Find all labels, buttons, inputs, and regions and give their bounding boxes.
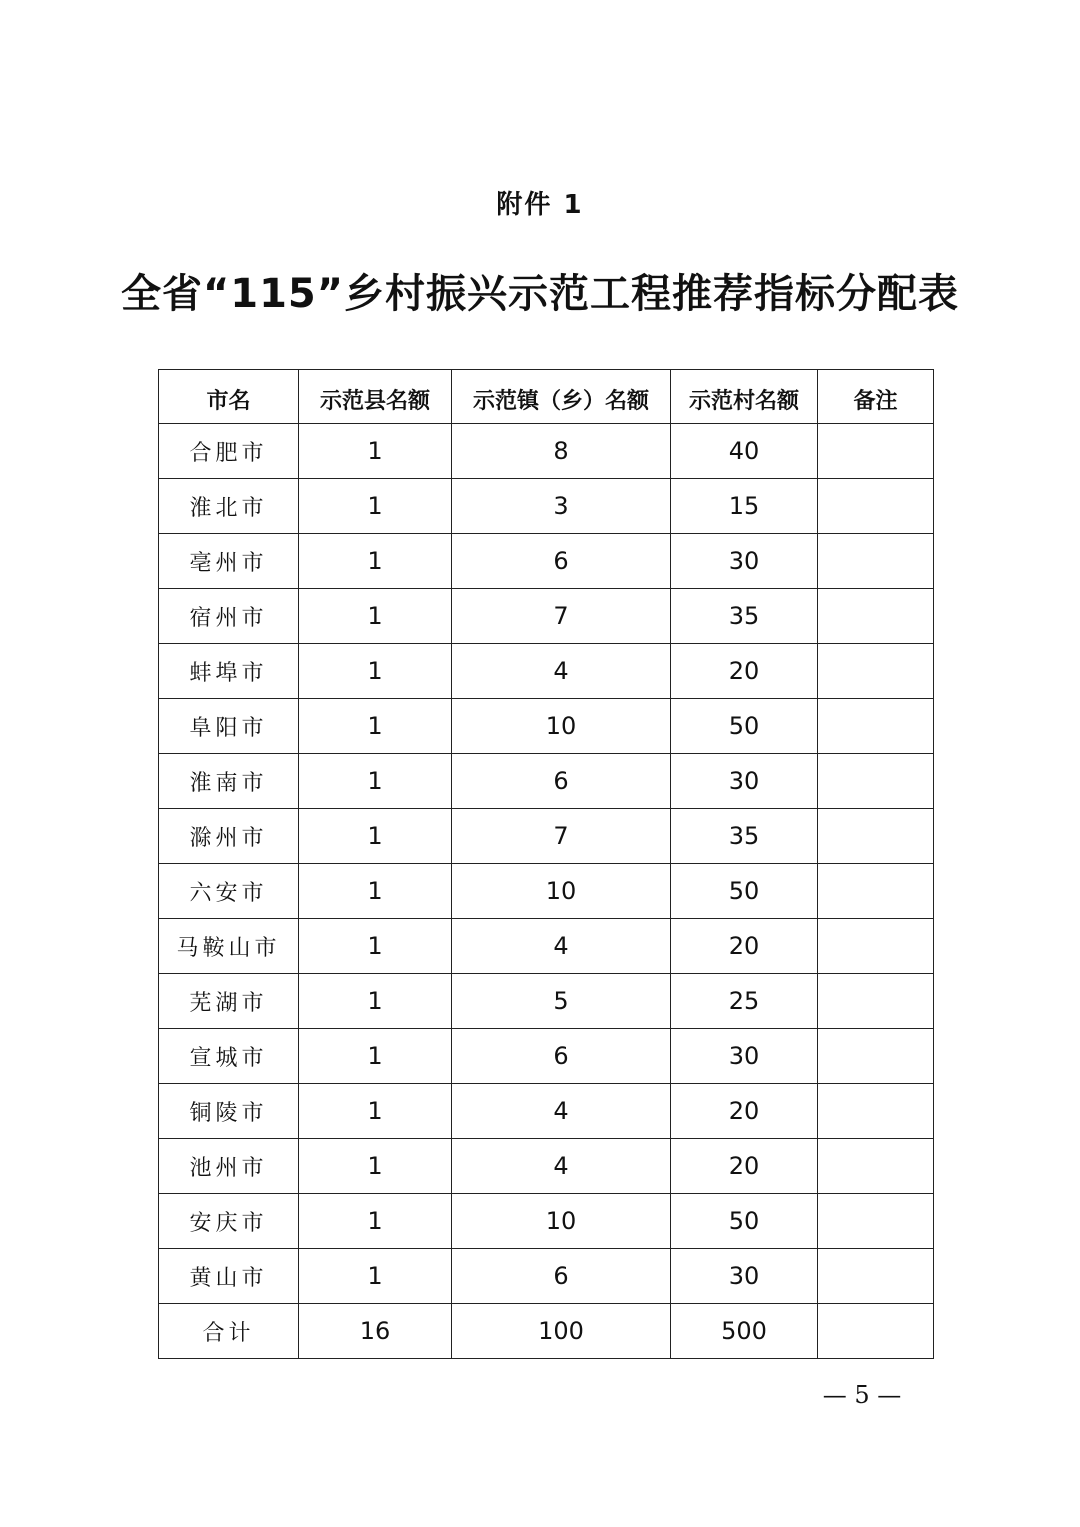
- city-cell: 六安市: [159, 864, 299, 919]
- village-quota-cell: 30: [671, 1029, 818, 1084]
- town-quota-cell: 10: [452, 1194, 671, 1249]
- note-cell: [818, 1194, 934, 1249]
- town-quota-cell: 6: [452, 1249, 671, 1304]
- county-quota-cell: 1: [299, 589, 452, 644]
- table-total-row: [159, 1304, 934, 1359]
- table-row: [159, 864, 934, 919]
- village-quota-cell: 20: [671, 919, 818, 974]
- county-quota-cell: 1: [299, 644, 452, 699]
- village-quota-cell: 35: [671, 589, 818, 644]
- note-cell: [818, 589, 934, 644]
- table-row: [159, 479, 934, 534]
- town-quota-cell: 5: [452, 974, 671, 1029]
- city-cell: 淮南市: [159, 754, 299, 809]
- note-cell: [818, 699, 934, 754]
- county-quota-cell: 1: [299, 424, 452, 479]
- note-cell: [818, 1139, 934, 1194]
- table-row: [159, 754, 934, 809]
- attachment-label: 附件 1: [496, 190, 584, 220]
- city-cell: 蚌埠市: [159, 644, 299, 699]
- table-row: [159, 809, 934, 864]
- county-quota-cell: 1: [299, 1139, 452, 1194]
- table-row: [159, 424, 934, 479]
- table-row: [159, 919, 934, 974]
- table-row: [159, 1249, 934, 1304]
- city-cell: 铜陵市: [159, 1084, 299, 1139]
- town-quota-cell: 4: [452, 644, 671, 699]
- county-quota-cell: 1: [299, 754, 452, 809]
- village-quota-cell: 35: [671, 809, 818, 864]
- village-quota-cell: 20: [671, 1139, 818, 1194]
- column-header-city: 市名: [159, 370, 299, 424]
- town-quota-cell: 6: [452, 534, 671, 589]
- note-cell: [818, 919, 934, 974]
- note-cell: [818, 1249, 934, 1304]
- town-quota-cell: 8: [452, 424, 671, 479]
- city-cell: 合肥市: [159, 424, 299, 479]
- town-quota-cell: 6: [452, 754, 671, 809]
- town-quota-cell: 3: [452, 479, 671, 534]
- city-cell: 宿州市: [159, 589, 299, 644]
- table-row: [159, 974, 934, 1029]
- town-quota-cell: 10: [452, 864, 671, 919]
- column-header-county-quota: 示范县名额: [299, 370, 452, 424]
- town-quota-cell: 10: [452, 699, 671, 754]
- city-cell: 安庆市: [159, 1194, 299, 1249]
- city-cell: 阜阳市: [159, 699, 299, 754]
- table-row: [159, 1029, 934, 1084]
- table-header-row: [159, 370, 934, 424]
- column-header-village-quota: 示范村名额: [671, 370, 818, 424]
- county-quota-cell: 1: [299, 974, 452, 1029]
- county-quota-cell: 1: [299, 479, 452, 534]
- county-quota-cell: 1: [299, 1194, 452, 1249]
- county-quota-cell: 1: [299, 919, 452, 974]
- note-cell: [818, 644, 934, 699]
- city-cell: 黄山市: [159, 1249, 299, 1304]
- town-quota-cell: 4: [452, 1139, 671, 1194]
- column-header-town-quota: 示范镇（乡）名额: [452, 370, 671, 424]
- city-cell: 马鞍山市: [159, 919, 299, 974]
- table-row: [159, 534, 934, 589]
- note-cell: [818, 809, 934, 864]
- total-town-quota-cell: 100: [452, 1304, 671, 1359]
- county-quota-cell: 1: [299, 534, 452, 589]
- table-row: [159, 589, 934, 644]
- county-quota-cell: 1: [299, 699, 452, 754]
- note-cell: [818, 424, 934, 479]
- table-row: [159, 699, 934, 754]
- village-quota-cell: 50: [671, 1194, 818, 1249]
- village-quota-cell: 30: [671, 754, 818, 809]
- total-village-quota-cell: 500: [671, 1304, 818, 1359]
- table-row: [159, 1194, 934, 1249]
- town-quota-cell: 6: [452, 1029, 671, 1084]
- note-cell: [818, 754, 934, 809]
- column-header-note: 备注: [818, 370, 934, 424]
- city-cell: 池州市: [159, 1139, 299, 1194]
- note-cell: [818, 974, 934, 1029]
- total-label-cell: 合计: [159, 1304, 299, 1359]
- note-cell: [818, 534, 934, 589]
- village-quota-cell: 20: [671, 644, 818, 699]
- village-quota-cell: 50: [671, 699, 818, 754]
- allocation-table: [158, 369, 934, 1359]
- total-county-quota-cell: 16: [299, 1304, 452, 1359]
- city-cell: 亳州市: [159, 534, 299, 589]
- document-title: 全省“115”乡村振兴示范工程推荐指标分配表: [120, 271, 960, 317]
- note-cell: [818, 864, 934, 919]
- table-row: [159, 1084, 934, 1139]
- town-quota-cell: 4: [452, 1084, 671, 1139]
- village-quota-cell: 15: [671, 479, 818, 534]
- city-cell: 宣城市: [159, 1029, 299, 1084]
- table-row: [159, 1139, 934, 1194]
- table-row: [159, 644, 934, 699]
- town-quota-cell: 7: [452, 809, 671, 864]
- city-cell: 滁州市: [159, 809, 299, 864]
- village-quota-cell: 40: [671, 424, 818, 479]
- county-quota-cell: 1: [299, 1084, 452, 1139]
- city-cell: 淮北市: [159, 479, 299, 534]
- county-quota-cell: 1: [299, 809, 452, 864]
- village-quota-cell: 30: [671, 534, 818, 589]
- village-quota-cell: 25: [671, 974, 818, 1029]
- page-number: — 5 —: [822, 1381, 902, 1409]
- village-quota-cell: 30: [671, 1249, 818, 1304]
- town-quota-cell: 4: [452, 919, 671, 974]
- note-cell: [818, 1084, 934, 1139]
- town-quota-cell: 7: [452, 589, 671, 644]
- county-quota-cell: 1: [299, 1249, 452, 1304]
- note-cell: [818, 479, 934, 534]
- county-quota-cell: 1: [299, 864, 452, 919]
- county-quota-cell: 1: [299, 1029, 452, 1084]
- village-quota-cell: 50: [671, 864, 818, 919]
- village-quota-cell: 20: [671, 1084, 818, 1139]
- city-cell: 芜湖市: [159, 974, 299, 1029]
- note-cell: [818, 1029, 934, 1084]
- total-note-cell: [818, 1304, 934, 1359]
